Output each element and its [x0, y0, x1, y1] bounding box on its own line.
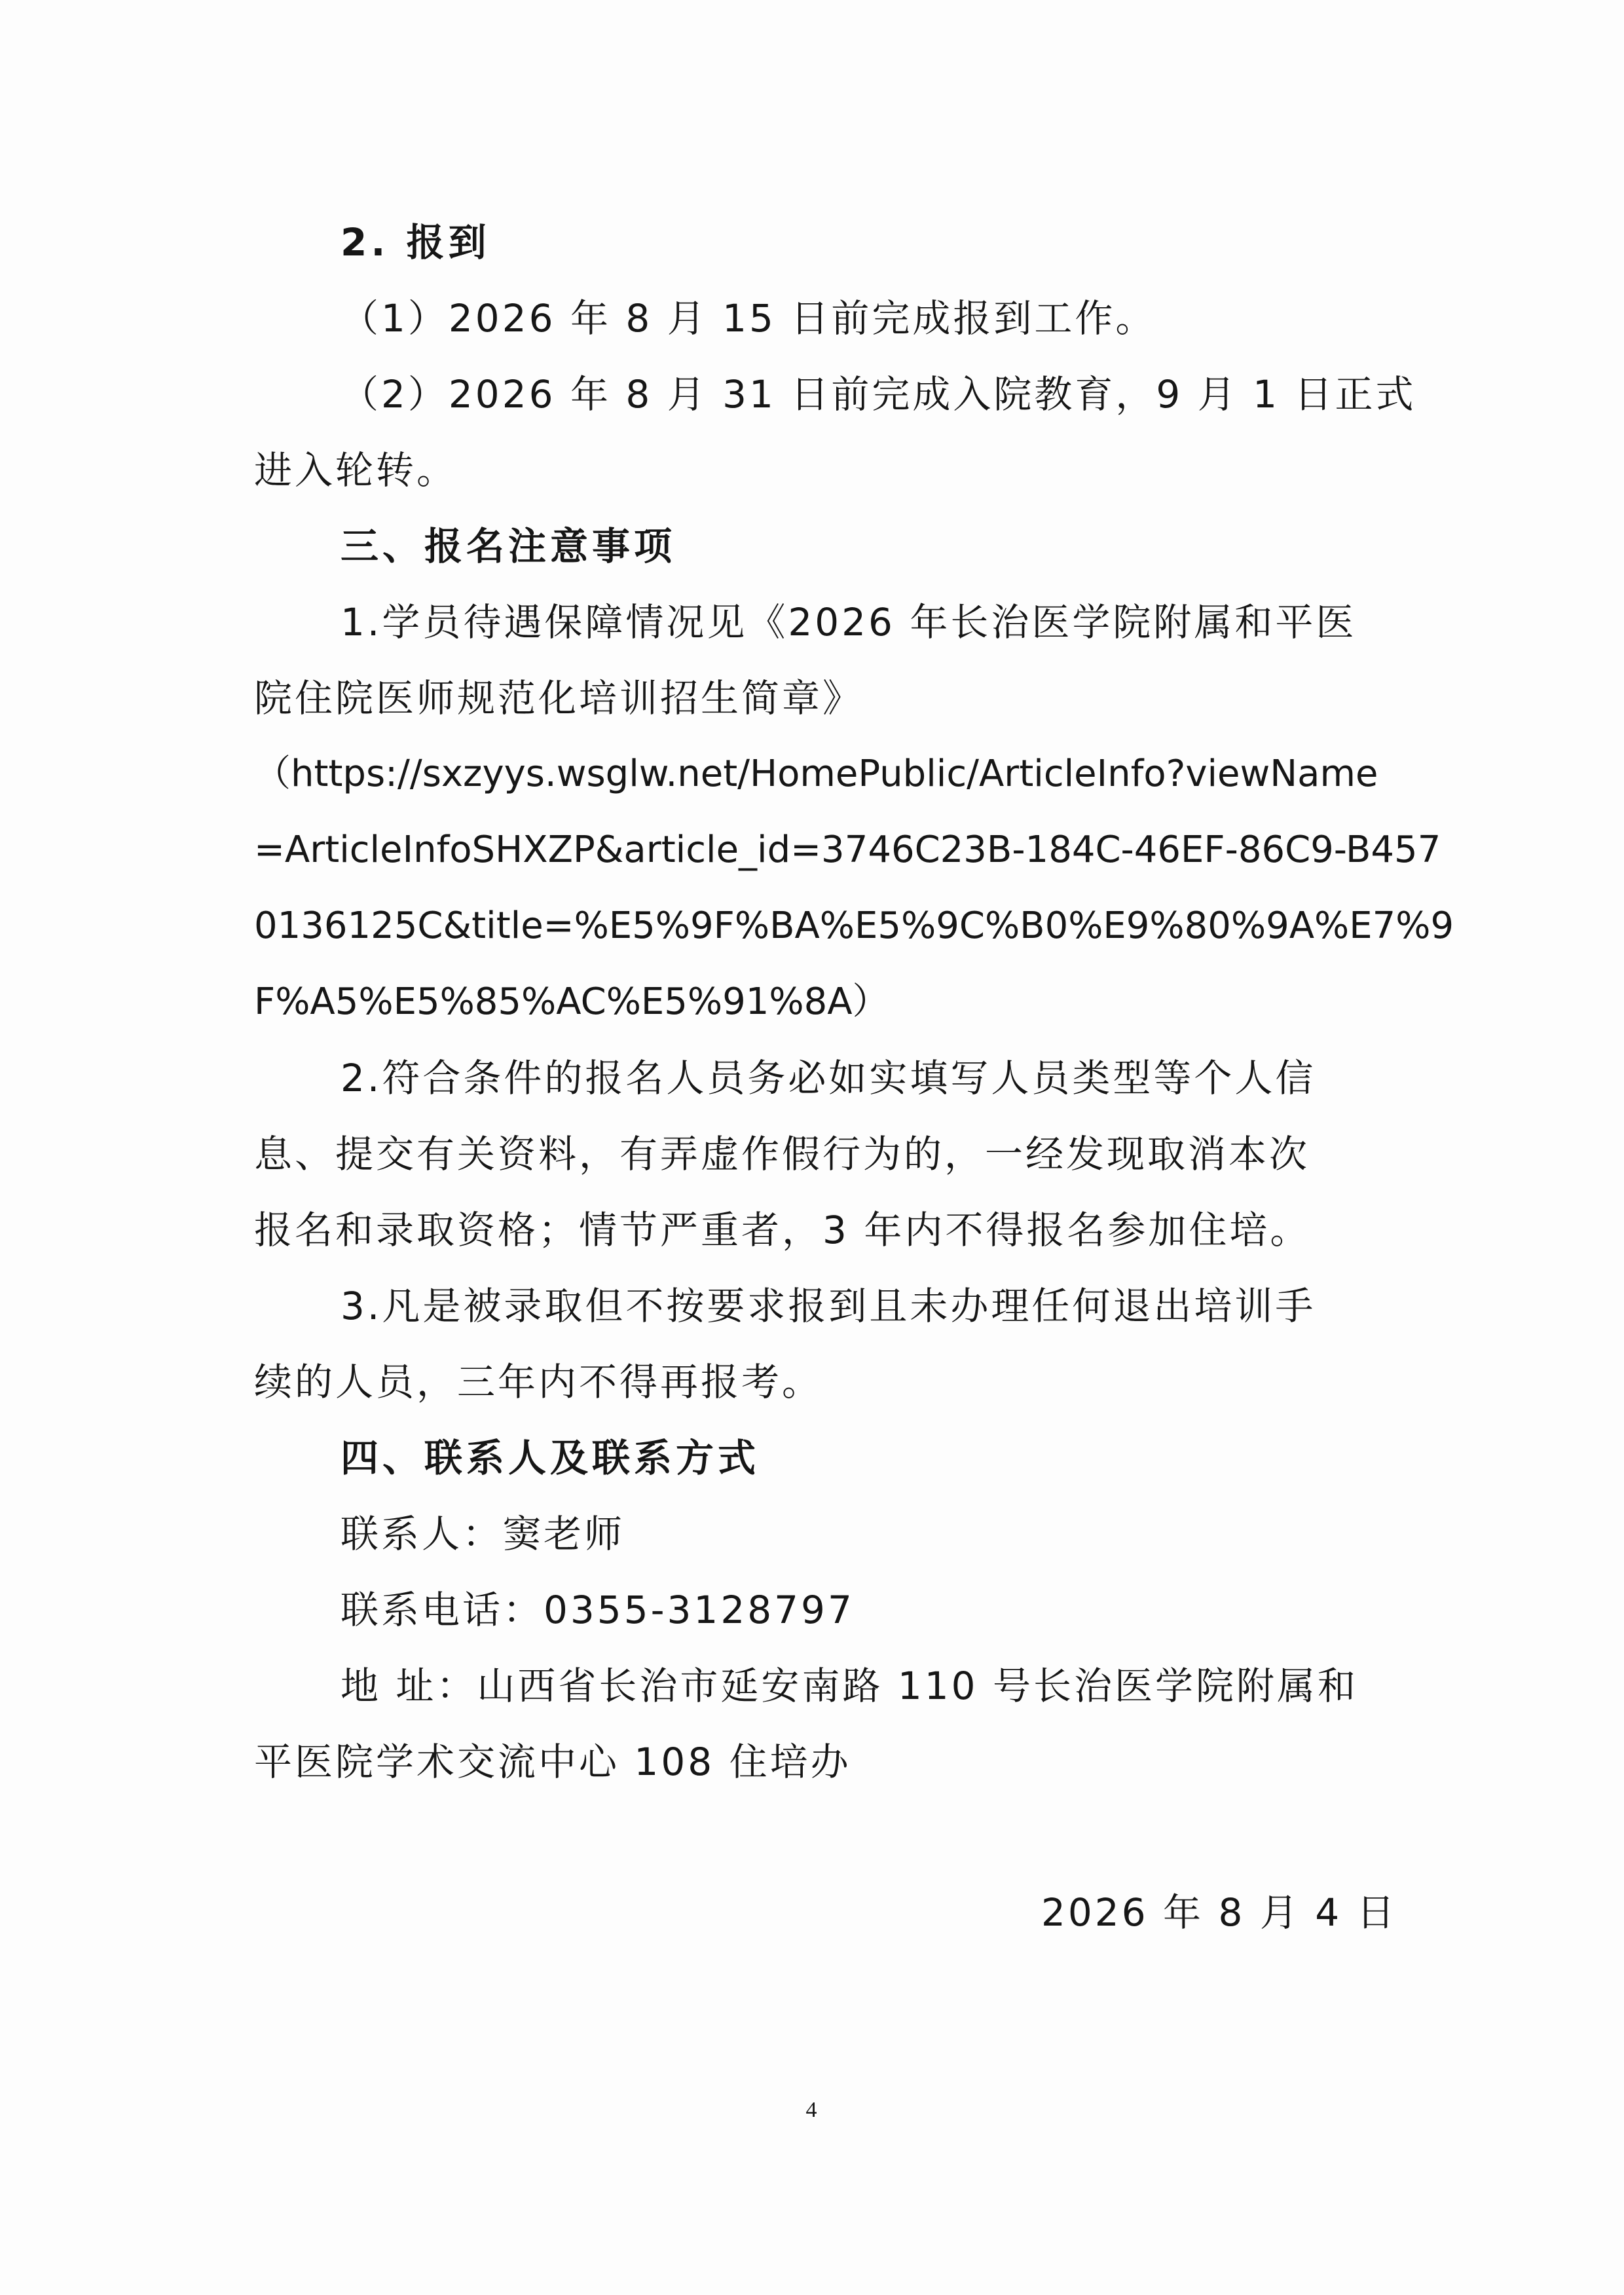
contact-address-line-2: 平医院学术交流中心 108 住培办 [254, 1740, 851, 1784]
document-date: 2026 年 8 月 4 日 [1041, 1890, 1397, 1935]
report-item-1: （1）2026 年 8 月 15 日前完成报到工作。 [341, 296, 1156, 341]
notes-paragraph-2-line-2: 息、提交有关资料，有弄虚作假行为的，一经发现取消本次 [254, 1132, 1310, 1176]
notes-paragraph-1-line-2: 院住院医师规范化培训招生简章》 [254, 676, 864, 720]
notes-paragraph-3-line-1: 3.凡是被录取但不按要求报到且未办理任何退出培训手 [341, 1284, 1316, 1328]
brochure-url-line-3: 0136125C&title=%E5%9F%BA%E5%9C%B0%E9%80%9A%E7%9 [254, 905, 1454, 947]
report-item-2-line-2: 进入轮转。 [254, 448, 458, 493]
contact-person: 联系人：窦老师 [341, 1512, 625, 1556]
contact-phone: 联系电话：0355-3128797 [341, 1588, 855, 1632]
brochure-url-line-2: =ArticleInfoSHXZP&article_id=3746C23B-184C-46EF-86C9-B457 [254, 829, 1441, 871]
contact-address-line-1: 地 址：山西省长治市延安南路 110 号长治医学院附属和 [341, 1664, 1359, 1708]
page-number: 4 [805, 2098, 817, 2122]
section-heading-report: 2. 报到 [341, 220, 490, 265]
notes-paragraph-3-line-2: 续的人员，三年内不得再报考。 [254, 1360, 823, 1404]
section-heading-notes: 三、报名注意事项 [341, 524, 676, 569]
notes-paragraph-1-line-1: 1.学员待遇保障情况见《2026 年长治医学院附属和平医 [341, 600, 1357, 644]
report-item-2-line-1: （2）2026 年 8 月 31 日前完成入院教育，9 月 1 日正式 [341, 372, 1416, 417]
notes-paragraph-2-line-1: 2.符合条件的报名人员务必如实填写人员类型等个人信 [341, 1056, 1316, 1100]
brochure-url-line-4: F%A5%E5%85%AC%E5%91%8A） [254, 980, 889, 1023]
brochure-url-line-1: （https://sxzyys.wsglw.net/HomePublic/ArticleInfo?viewName [254, 753, 1378, 795]
notes-paragraph-2-line-3: 报名和录取资格；情节严重者，3 年内不得报名参加住培。 [254, 1208, 1311, 1252]
section-heading-contact: 四、联系人及联系方式 [341, 1436, 760, 1480]
